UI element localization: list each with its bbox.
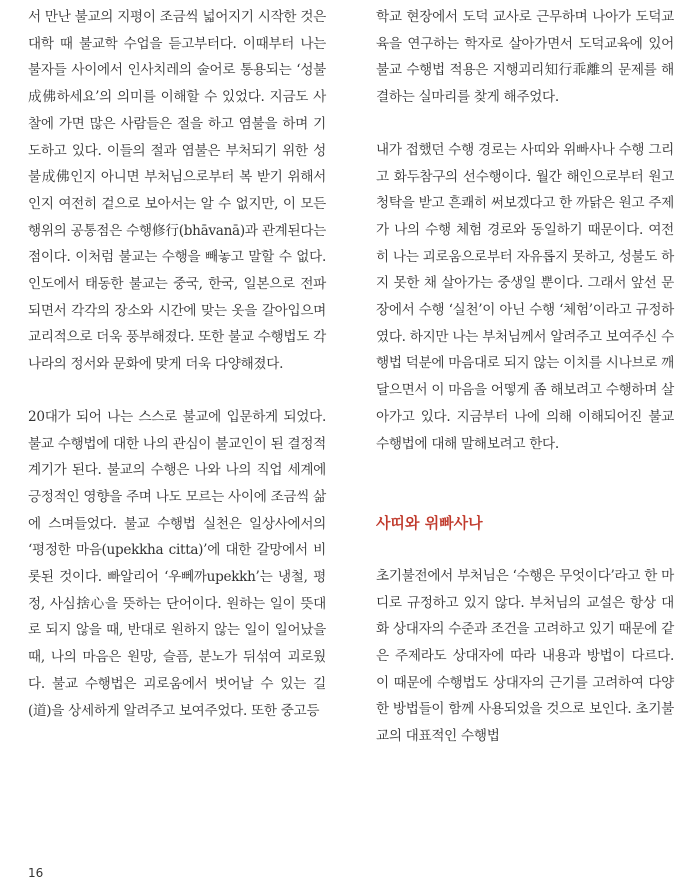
body-paragraph: 서 만난 불교의 지평이 조금씩 넓어지기 시작한 것은 대학 때 불교학 수업을 듣고부터다. 이때부터 나는 불자들 사이에서 인사치레의 술어로 통용되는 ‘성불成佛하세요’의 의미를 이해할 수 있었다. 지금도 사찰에 가면 많은 사람들은 절을 하고 염불을 하며 기도하고 있다. 이들의 절과 염불은 부처되기 위한 성불成佛인지 아니면 부처님으로부터 복 받기 위해서인지 여전히 겉으로 보아서는 알 수 없지만, 이 모든 행위의 공통점은 수행修行(bhāvanā)과 관계된다는 점이다. 이처럼 불교는 수행을 빼놓고 말할 수 없다. 인도에서 태동한 불교는 중국, 한국, 일본으로 전파되면서 각각의 장소와 시간에 맞는 옷을 갈아입으며 교리적으로 더욱 풍부해졌다. 또한 불교 수행법도 각 나라의 정서와 문화에 맞게 더욱 다양해졌다. [28,9,326,373]
page-number: 16 [28,866,44,880]
body-paragraph: 초기불전에서 부처님은 ‘수행은 무엇이다’라고 한 마디로 규정하고 있지 않다. 부처님의 교설은 항상 대화 상대자의 수준과 조건을 고려하고 있기 때문에 같은 주제라도 상대자에 따라 내용과 방법이 다르다. 이 때문에 수행법도 상대자의 근기를 고려하여 다양한 방법들이 함께 사용되었을 것으로 보인다. 초기불교의 대표적인 수행법 [376,567,674,745]
right-column [376,0,674,750]
body-paragraph: 20대가 되어 나는 스스로 불교에 입문하게 되었다. 불교 수행법에 대한 나의 관심이 불교인이 된 결정적 계기가 된다. 불교의 수행은 나와 나의 직업 세계에 긍정적인 영향을 주며 나도 모르는 사이에 조금씩 삶에 스며들었다. 불교 수행법 실천은 일상사에서의 ‘평정한 마음(upekkha citta)’에 대한 갈망에서 비롯된 것이다. 빠알리어 ‘우뻬까upekkh’는 냉철, 평정, 사심捨心을 뜻하는 단어이다. 원하는 일이 뜻대로 되지 않을 때, 반대로 원하지 않는 일이 일어났을 때, 나의 마음은 원망, 슬픔, 분노가 뒤섞여 괴로웠다. 불교 수행법은 괴로움에서 벗어날 수 있는 길(道)을 상세하게 알려주고 보여주었다. 또한 중고등 [28,408,326,719]
section-heading: 사띠와 위빠사나 [376,514,483,533]
body-paragraph: 학교 현장에서 도덕 교사로 근무하며 나아가 도덕교육을 연구하는 학자로 살아가면서 도덕교육에 있어 불교 수행법 적용은 지행괴리知行乖離의 문제를 해결하는 실마리를 찾게 해주었다. [376,9,674,106]
body-paragraph: 내가 접했던 수행 경로는 사띠와 위빠사나 수행 그리고 화두참구의 선수행이다. 월간 해인으로부터 원고 청탁을 받고 흔쾌히 써보겠다고 한 까닭은 원고 주제가 나의 수행 체험 경로와 동일하기 때문이다. 여전히 나는 괴로움으로부터 자유롭지 못하고, 성불도 하지 못한 채 살아가는 중생일 뿐이다. 그래서 앞선 문장에서 수행 ‘실천’이 아닌 수행 ‘체험’이라고 규정하였다. 하지만 나는 부처님께서 알려주고 보여주신 수행법 덕분에 마음대로 되지 않는 이치를 시나브로 깨달으면서 이 마음을 어떻게 좀 해보려고 수행하며 살아가고 있다. 지금부터 나에 의해 이해되어진 불교 수행법에 대해 말해보려고 한다. [376,141,674,452]
left-column [28,0,326,724]
